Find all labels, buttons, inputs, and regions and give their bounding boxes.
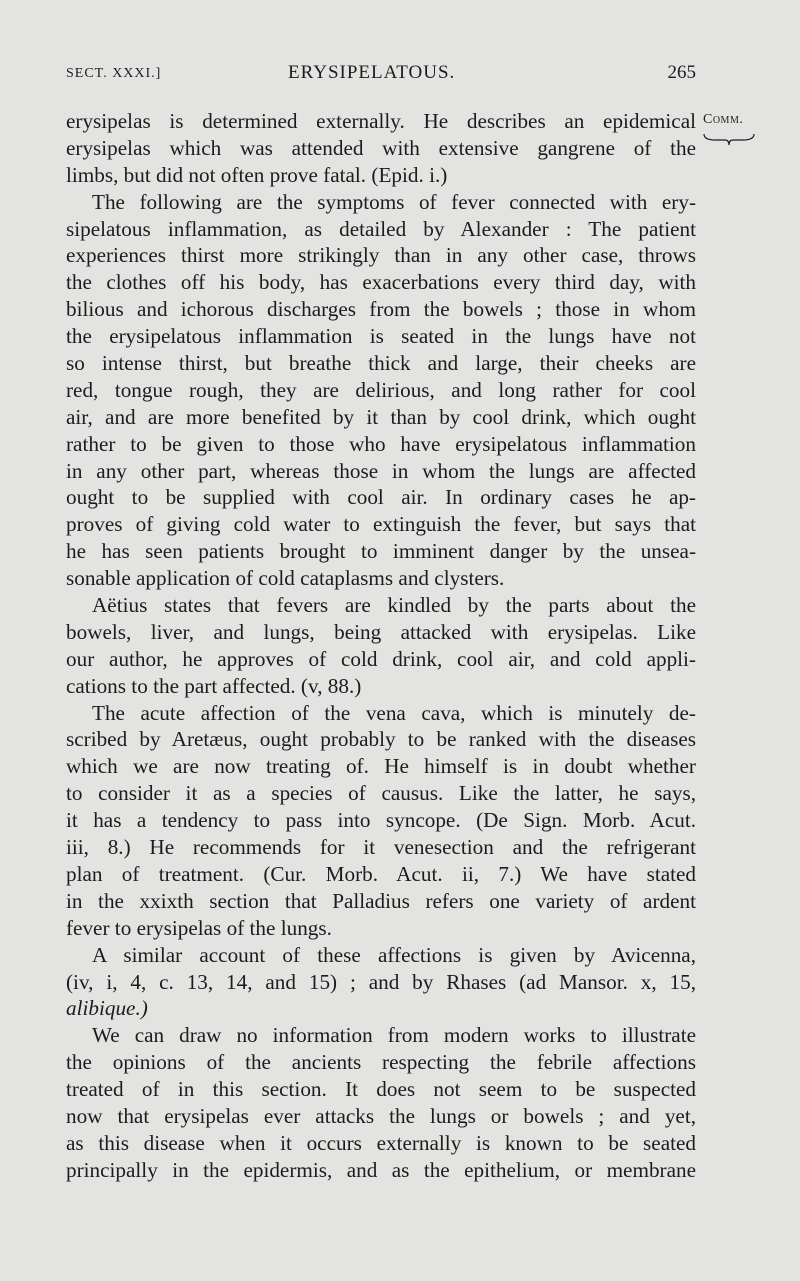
text-line: A similar account of these affections is given by Avicenna, — [92, 942, 696, 967]
text-line: scribed by Aretæus, ought probably to be ranked with the diseases — [66, 727, 696, 752]
italic-text: alibique.) — [66, 996, 148, 1021]
chapter-title: ERYSIPELATOUS. — [288, 62, 456, 83]
text-line: fever to erysipelas of the lungs. — [66, 915, 332, 940]
section-label: SECT. XXXI.] — [66, 66, 162, 81]
text-line: limbs, but did not often prove fatal. (Epid. i.) — [66, 162, 448, 187]
text-line: as this disease when it occurs externally is known to be seated — [66, 1130, 696, 1155]
text-line: in the xxixth section that Palladius refers one variety of ardent — [66, 888, 696, 913]
text-line: The following are the symptoms of fever connected with ery- — [92, 189, 696, 214]
brace-icon — [703, 132, 755, 146]
paragraph — [66, 189, 696, 592]
text-line: so intense thirst, but breathe thick and large, their cheeks are — [66, 351, 696, 376]
text-line: it has a tendency to pass into syncope. (De Sign. Morb. Acut. — [66, 808, 696, 833]
text-line: Aëtius states that fevers are kindled by the parts about the — [92, 593, 696, 618]
paragraph — [66, 700, 696, 942]
text-line: the opinions of the ancients respecting the febrile affections — [66, 1050, 696, 1075]
text-line: bowels, liver, and lungs, being attacked with erysipelas. Like — [66, 619, 696, 644]
margin-note: Comm. — [703, 112, 744, 127]
text-line: in any other part, whereas those in whom the lungs are affected — [66, 458, 696, 483]
text-line: sipelatous inflammation, as detailed by Alexander : The patient — [66, 216, 696, 241]
text-line: which we are now treating of. He himself is in doubt whether — [66, 754, 696, 779]
text-line: We can draw no information from modern works to illustrate — [92, 1023, 696, 1048]
text-line: plan of treatment. (Cur. Morb. Acut. ii, 7.) We have stated — [66, 861, 696, 886]
text-line: red, tongue rough, they are delirious, and long rather for cool — [66, 377, 696, 402]
text-line: treated of in this section. It does not seem to be suspected — [66, 1077, 696, 1102]
text-line: now that erysipelas ever attacks the lungs or bowels ; and yet, — [66, 1103, 696, 1128]
text-line: sonable application of cold cataplasms and clysters. — [66, 566, 505, 591]
text-line: erysipelas is determined externally. He describes an epidemical — [66, 109, 696, 133]
text-line: bilious and ichorous discharges from the bowels ; those in whom — [66, 297, 696, 322]
paragraph — [66, 108, 696, 189]
paragraph — [66, 942, 696, 1023]
text-line: ought to be supplied with cool air. In ordinary cases he ap- — [66, 485, 696, 510]
text-line: erysipelas which was attended with extensive gangrene of the — [66, 135, 696, 160]
text-line: iii, 8.) He recommends for it venesection and the refrigerant — [66, 835, 696, 860]
paragraph — [66, 592, 696, 700]
text-line: experiences thirst more strikingly than in any other case, throws — [66, 243, 696, 268]
text-line: our author, he approves of cold drink, cool air, and cold appli- — [66, 646, 696, 671]
text-line — [66, 995, 696, 1022]
text-line: proves of giving cold water to extinguish the fever, but says that — [66, 512, 696, 537]
text-line: the clothes off his body, has exacerbations every third day, with — [66, 270, 696, 295]
text-line: The acute affection of the vena cava, which is minutely de- — [92, 700, 696, 725]
text-line: rather to be given to those who have erysipelatous inflammation — [66, 431, 696, 456]
text-line: principally in the epidermis, and as the epithelium, or membrane — [66, 1157, 696, 1182]
page-number: 265 — [667, 62, 696, 83]
text-line: he has seen patients brought to imminent danger by the unsea- — [66, 539, 696, 564]
text-line: the erysipelatous inflammation is seated in the lungs have not — [66, 324, 696, 349]
body-text — [66, 108, 696, 1184]
text-line: air, and are more benefited by it than by cool drink, which ought — [66, 404, 696, 429]
running-head — [66, 62, 696, 88]
text-line: cations to the part affected. (v, 88.) — [66, 673, 362, 698]
text-line: to consider it as a species of causus. Like the latter, he says, — [66, 781, 696, 806]
text-line: (iv, i, 4, c. 13, 14, and 15) ; and by Rhases (ad Mansor. x, 15, — [66, 969, 696, 994]
paragraph — [66, 1022, 696, 1183]
